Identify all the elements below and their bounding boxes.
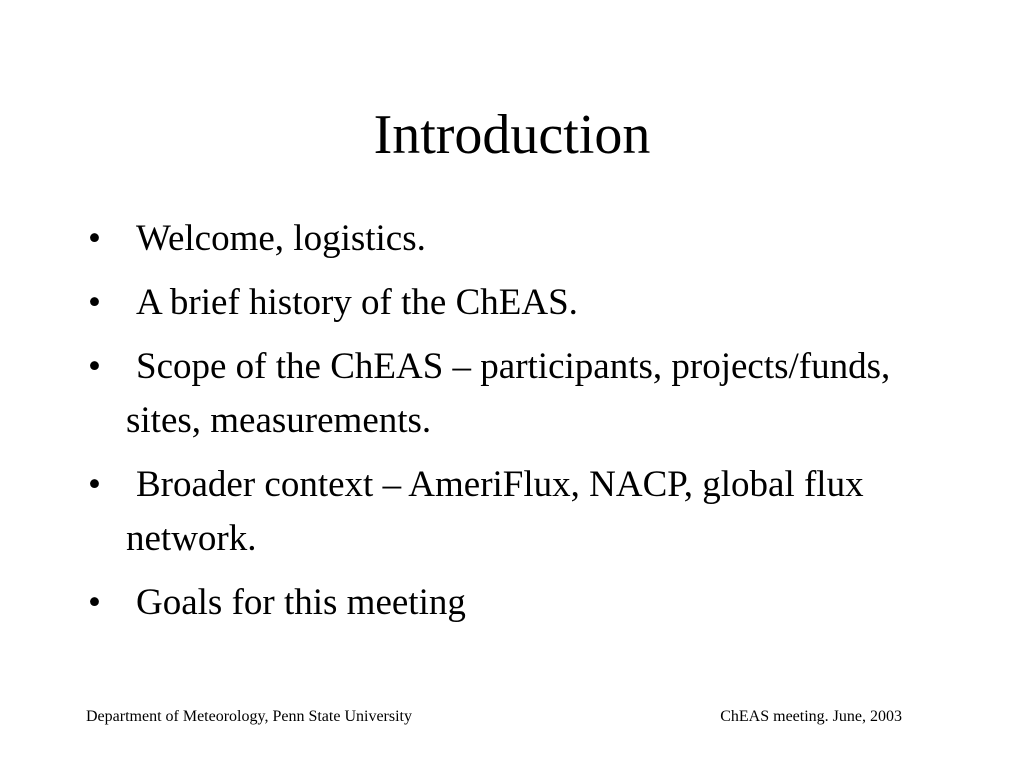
bullet-item — [84, 276, 904, 330]
footer-meeting: ChEAS meeting. June, 2003 — [720, 708, 902, 725]
bullet-item — [84, 458, 904, 566]
footer-department: Department of Meteorology, Penn State University — [86, 708, 412, 725]
bullet-icon: • — [88, 282, 101, 323]
bullet-icon: • — [88, 346, 101, 387]
bullet-text: A brief history of the ChEAS. — [136, 282, 578, 323]
bullet-item — [84, 340, 904, 448]
bullet-list — [84, 212, 904, 640]
bullet-item — [84, 212, 904, 266]
bullet-icon: • — [88, 464, 101, 505]
bullet-item — [84, 576, 904, 630]
bullet-text: Scope of the ChEAS – participants, projects/funds, sites, measurements. — [126, 346, 891, 441]
bullet-icon: • — [88, 218, 101, 259]
bullet-text: Goals for this meeting — [136, 582, 466, 623]
slide-title: Introduction — [373, 104, 651, 166]
bullet-icon: • — [88, 582, 101, 623]
bullet-text: Broader context – AmeriFlux, NACP, global flux network. — [126, 464, 864, 559]
bullet-text: Welcome, logistics. — [136, 218, 426, 259]
